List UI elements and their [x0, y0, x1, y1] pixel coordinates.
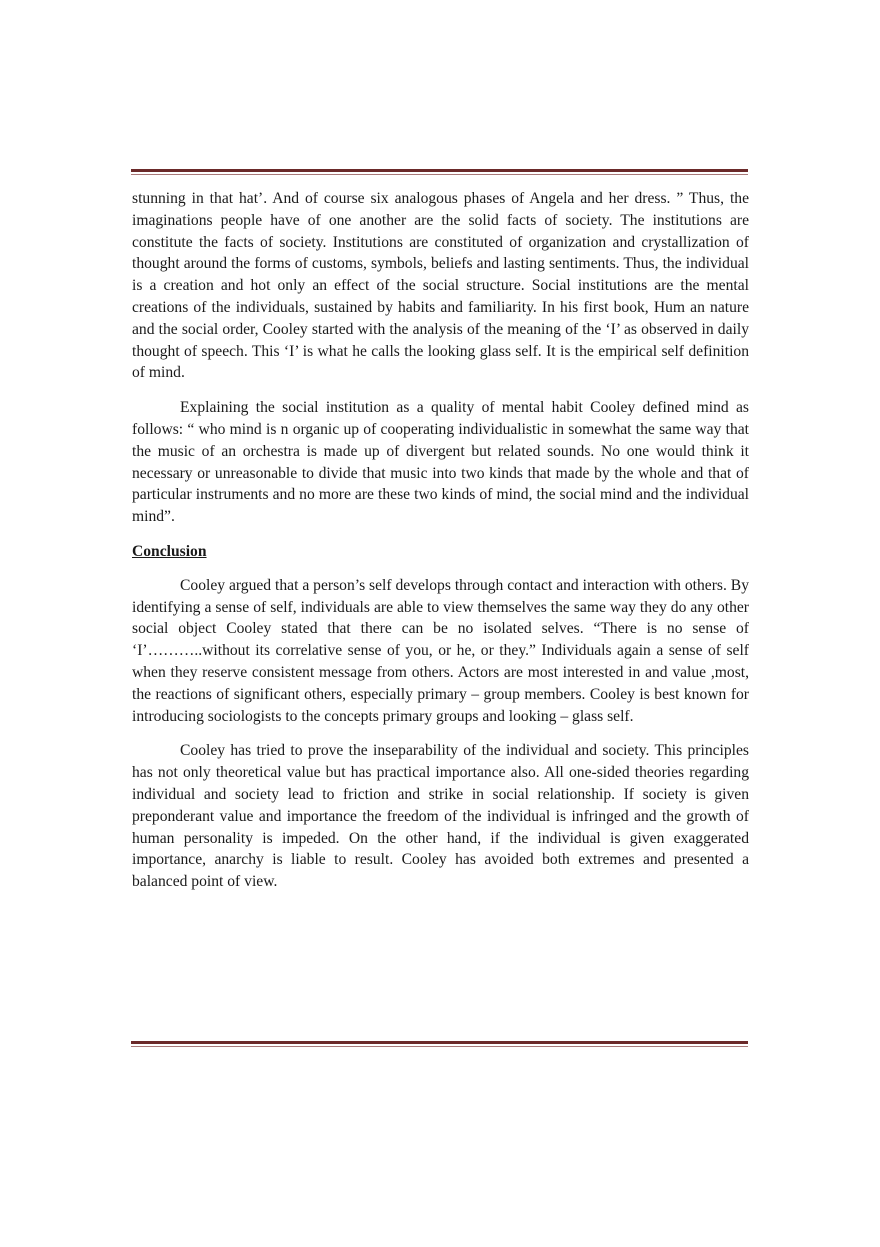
paragraph-mind-definition: Explaining the social institution as a quality of mental habit Cooley defined mind as follows: “ who mind is n organic up of cooperating individualistic in somewhat the same way that the music of an orchestra is made up of divergent but related sounds. No one would think it necessary or unreasonable to divide that music into two kinds that made by the whole and that of particular instruments and no more are these two kinds of mind, the social mind and the individual mind”. — [132, 399, 749, 526]
footer-divider — [131, 1041, 748, 1044]
paragraph-conclusion-self: Cooley argued that a person’s self develops through contact and interaction with others. By identifying a sense of self, individuals are able to view themselves the same way they do any other social object Cooley stated that there can be no isolated selves. “There is no sense of ‘I’………..without its correlative sense of you, or he, or they.” Individuals again a sense of self when they reserve consistent message from others. Actors are most interested in and value ,most, the reactions of significant others, especially primary – group members. Cooley is best known for introducing sociologists to the concepts primary groups and looking – glass self. — [132, 576, 749, 725]
conclusion-heading: Conclusion — [132, 542, 207, 560]
paragraph-continuation: stunning in that hat’. And of course six analogous phases of Angela and her dress. ” Thus, the imaginations people have of one another are the solid facts of society. The institutions are constitute the facts of society. Institutions are constituted of organization and crystallization of thought around the forms of customs, symbols, beliefs and lasting sentiments. Thus, the individual is a creation and hot only an effect of the social structure. Social institutions are the mental creations of the individuals, sustained by habits and familiarity. In his first book, Hum an nature and the social order, Cooley started with the analysis of the meaning of the ‘I’ as observed in daily thought of speech. This ‘I’ is what he calls the looking glass self. It is the empirical self definition of mind. — [132, 190, 749, 382]
page-body — [132, 188, 749, 906]
header-divider — [131, 169, 748, 172]
paragraph-conclusion-society: Cooley has tried to prove the inseparability of the individual and society. This principles has not only theoretical value but has practical importance also. All one-sided theories regarding individual and society lead to friction and strike in social relationship. If society is given preponderant value and importance the freedom of the individual is infringed and the growth of human personality is impeded. On the other hand, if the individual is given exaggerated importance, anarchy is liable to result. Cooley has avoided both extremes and presented a balanced point of view. — [132, 742, 749, 891]
